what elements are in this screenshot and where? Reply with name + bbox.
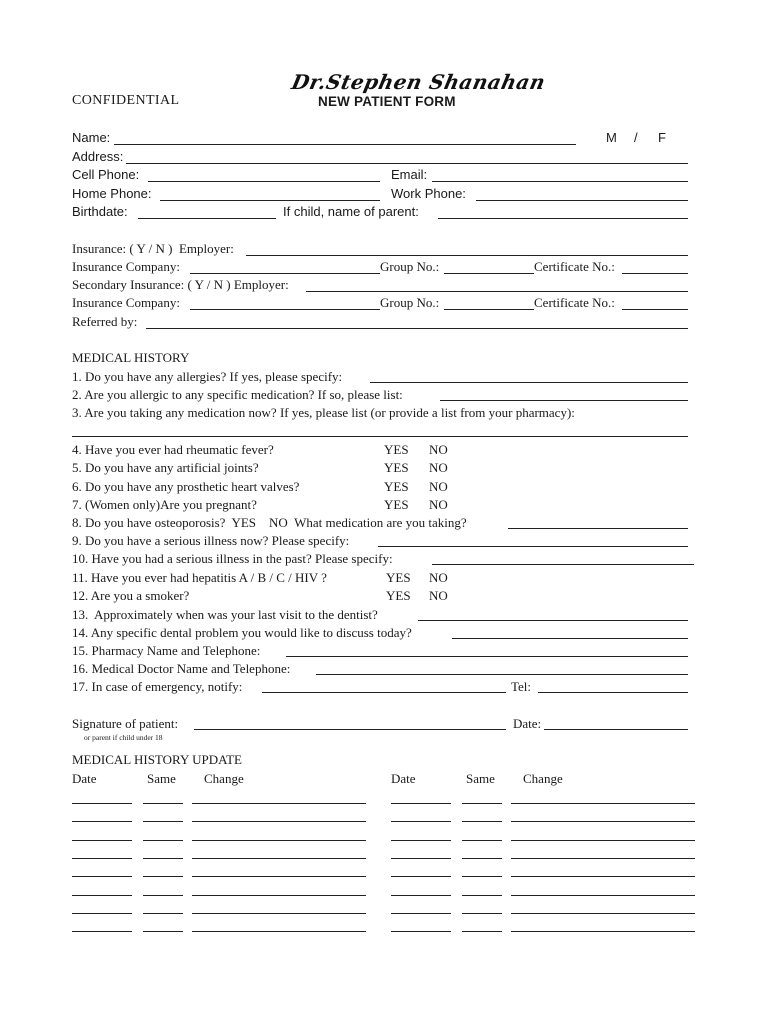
question-osteoporosis: 8. Do you have osteoporosis? YES NO What medication are you taking?: [72, 515, 467, 530]
birthdate-label: Birthdate:: [72, 204, 128, 219]
medication-allergy-field[interactable]: [440, 400, 688, 401]
home-phone-label: Home Phone:: [72, 186, 152, 201]
update-change-field[interactable]: [511, 931, 695, 932]
question-heart-valves: 6. Do you have any prosthetic heart valves?: [72, 479, 300, 494]
question-rheumatic-fever: 4. Have you ever had rheumatic fever?: [72, 442, 274, 457]
update-change-header: Change: [204, 771, 244, 786]
update-date-field[interactable]: [391, 821, 451, 822]
form-title: NEW PATIENT FORM: [318, 94, 456, 109]
update-same-field[interactable]: [143, 931, 183, 932]
signature-note: or parent if child under 18: [84, 733, 163, 742]
pharmacy-field[interactable]: [286, 656, 688, 657]
medical-doctor-field[interactable]: [316, 674, 688, 675]
update-change-field[interactable]: [192, 895, 366, 896]
insurance-company-label: Insurance Company:: [72, 259, 180, 274]
update-same-field[interactable]: [462, 803, 502, 804]
insurance-employer-label: Insurance: ( Y / N ) Employer:: [72, 241, 234, 256]
birthdate-field[interactable]: [138, 218, 276, 219]
yes-option[interactable]: YES: [384, 497, 409, 512]
question-allergies: 1. Do you have any allergies? If yes, please specify:: [72, 369, 343, 384]
no-option[interactable]: NO: [429, 497, 448, 512]
secondary-group-label: Group No.:: [380, 295, 440, 310]
update-change-field[interactable]: [192, 858, 366, 859]
update-date-field[interactable]: [391, 895, 451, 896]
employer-field[interactable]: [246, 255, 688, 256]
update-change-field[interactable]: [192, 803, 366, 804]
allergies-field[interactable]: [370, 382, 688, 383]
update-same-header: Same: [147, 771, 176, 786]
work-phone-field[interactable]: [476, 200, 688, 201]
emergency-contact-field[interactable]: [262, 692, 506, 693]
update-date-field[interactable]: [391, 913, 451, 914]
question-hepatitis: 11. Have you ever had hepatitis A / B / C / HIV ?: [72, 570, 327, 585]
signature-field[interactable]: [194, 729, 506, 730]
update-change-field[interactable]: [192, 913, 366, 914]
update-same-field[interactable]: [462, 876, 502, 877]
current-medication-field[interactable]: [72, 436, 688, 437]
secondary-company-field[interactable]: [190, 309, 380, 310]
serious-illness-past-field[interactable]: [432, 564, 694, 565]
update-date-header: Date: [72, 771, 97, 786]
update-date-field[interactable]: [391, 931, 451, 932]
update-same-field[interactable]: [143, 895, 183, 896]
update-change-header: Change: [523, 771, 563, 786]
emergency-tel-field[interactable]: [538, 692, 688, 693]
update-change-field[interactable]: [511, 821, 695, 822]
question-emergency-contact: 17. In case of emergency, notify:: [72, 679, 243, 694]
update-same-field[interactable]: [462, 895, 502, 896]
secondary-certificate-label: Certificate No.:: [534, 295, 615, 310]
update-date-field[interactable]: [391, 876, 451, 877]
signature-date-label: Date:: [513, 716, 542, 731]
emergency-tel-label: Tel:: [511, 679, 532, 694]
signature-date-field[interactable]: [544, 729, 688, 730]
secondary-insurance-label: Secondary Insurance: ( Y / N ) Employer:: [72, 277, 289, 292]
update-date-field[interactable]: [72, 895, 132, 896]
update-change-field[interactable]: [192, 931, 366, 932]
secondary-group-field[interactable]: [444, 309, 534, 310]
certificate-number-field[interactable]: [622, 273, 688, 274]
question-medication-allergy: 2. Are you allergic to any specific medication? If so, please list:: [72, 387, 403, 402]
update-date-header: Date: [391, 771, 416, 786]
update-same-header: Same: [466, 771, 495, 786]
last-dentist-visit-field[interactable]: [418, 620, 688, 621]
parent-name-label: If child, name of parent:: [283, 204, 419, 219]
update-change-field[interactable]: [511, 858, 695, 859]
no-option[interactable]: NO: [429, 570, 448, 585]
update-change-field[interactable]: [192, 876, 366, 877]
referred-by-field[interactable]: [146, 328, 688, 329]
signature-label: Signature of patient:: [72, 716, 179, 731]
certificate-number-label: Certificate No.:: [534, 259, 615, 274]
parent-name-field[interactable]: [438, 218, 688, 219]
update-same-field[interactable]: [143, 858, 183, 859]
question-smoker: 12. Are you a smoker?: [72, 588, 190, 603]
work-phone-label: Work Phone:: [391, 186, 466, 201]
medical-history-heading: MEDICAL HISTORY: [72, 350, 190, 365]
update-change-field[interactable]: [511, 913, 695, 914]
update-same-field[interactable]: [143, 876, 183, 877]
update-same-field[interactable]: [143, 840, 183, 841]
question-serious-illness-past: 10. Have you had a serious illness in the past? Please specify:: [72, 551, 393, 566]
male-option[interactable]: M: [606, 130, 617, 145]
update-date-field[interactable]: [72, 913, 132, 914]
cell-phone-label: Cell Phone:: [72, 167, 140, 182]
update-same-field[interactable]: [143, 821, 183, 822]
address-label: Address:: [72, 149, 124, 164]
update-date-field[interactable]: [391, 840, 451, 841]
gender-separator: /: [634, 130, 638, 145]
email-label: Email:: [391, 167, 428, 182]
yes-option[interactable]: YES: [384, 479, 409, 494]
secondary-certificate-field[interactable]: [622, 309, 688, 310]
update-change-field[interactable]: [511, 803, 695, 804]
update-change-field[interactable]: [192, 821, 366, 822]
female-option[interactable]: F: [658, 130, 666, 145]
update-date-field[interactable]: [391, 858, 451, 859]
history-update-heading: MEDICAL HISTORY UPDATE: [72, 752, 242, 767]
question-serious-illness-now: 9. Do you have a serious illness now? Please specify:: [72, 533, 350, 548]
yes-option[interactable]: YES: [384, 442, 409, 457]
update-same-field[interactable]: [462, 858, 502, 859]
osteoporosis-medication-field[interactable]: [508, 528, 688, 529]
address-field[interactable]: [126, 163, 688, 164]
update-change-field[interactable]: [511, 895, 695, 896]
update-change-field[interactable]: [511, 876, 695, 877]
question-last-dentist-visit: 13. Approximately when was your last visit to the dentist?: [72, 607, 378, 622]
group-number-label: Group No.:: [380, 259, 440, 274]
update-change-field[interactable]: [511, 840, 695, 841]
group-number-field[interactable]: [444, 273, 534, 274]
question-pharmacy: 15. Pharmacy Name and Telephone:: [72, 643, 261, 658]
update-same-field[interactable]: [143, 803, 183, 804]
update-same-field[interactable]: [462, 821, 502, 822]
secondary-employer-field[interactable]: [306, 291, 688, 292]
cell-phone-field[interactable]: [148, 181, 380, 182]
question-medical-doctor: 16. Medical Doctor Name and Telephone:: [72, 661, 291, 676]
name-label: Name:: [72, 130, 111, 145]
yes-option[interactable]: YES: [384, 460, 409, 475]
yes-option[interactable]: YES: [386, 570, 411, 585]
update-same-field[interactable]: [462, 931, 502, 932]
update-date-field[interactable]: [72, 876, 132, 877]
no-option[interactable]: NO: [429, 479, 448, 494]
insurance-company-field[interactable]: [190, 273, 380, 274]
doctor-name-signature: Dr.Stephen Shanahan: [289, 70, 548, 94]
update-date-field[interactable]: [391, 803, 451, 804]
email-field[interactable]: [432, 181, 688, 182]
home-phone-field[interactable]: [160, 200, 380, 201]
update-date-field[interactable]: [72, 931, 132, 932]
secondary-company-label: Insurance Company:: [72, 295, 180, 310]
confidential-label: CONFIDENTIAL: [72, 93, 180, 108]
no-option[interactable]: NO: [429, 588, 448, 603]
update-same-field[interactable]: [462, 840, 502, 841]
update-date-field[interactable]: [72, 821, 132, 822]
update-date-field[interactable]: [72, 803, 132, 804]
question-current-medication: 3. Are you taking any medication now? If yes, please list (or provide a list from your pharmacy):: [72, 405, 575, 420]
question-pregnant: 7. (Women only)Are you pregnant?: [72, 497, 257, 512]
question-artificial-joints: 5. Do you have any artificial joints?: [72, 460, 259, 475]
serious-illness-now-field[interactable]: [378, 546, 688, 547]
yes-option[interactable]: YES: [386, 588, 411, 603]
update-same-field[interactable]: [143, 913, 183, 914]
update-change-field[interactable]: [192, 840, 366, 841]
no-option[interactable]: NO: [429, 442, 448, 457]
update-date-field[interactable]: [72, 858, 132, 859]
question-dental-problem: 14. Any specific dental problem you would like to discuss today?: [72, 625, 412, 640]
update-same-field[interactable]: [462, 913, 502, 914]
no-option[interactable]: NO: [429, 460, 448, 475]
dental-problem-field[interactable]: [452, 638, 688, 639]
name-field[interactable]: [114, 144, 576, 145]
referred-by-label: Referred by:: [72, 314, 138, 329]
update-date-field[interactable]: [72, 840, 132, 841]
